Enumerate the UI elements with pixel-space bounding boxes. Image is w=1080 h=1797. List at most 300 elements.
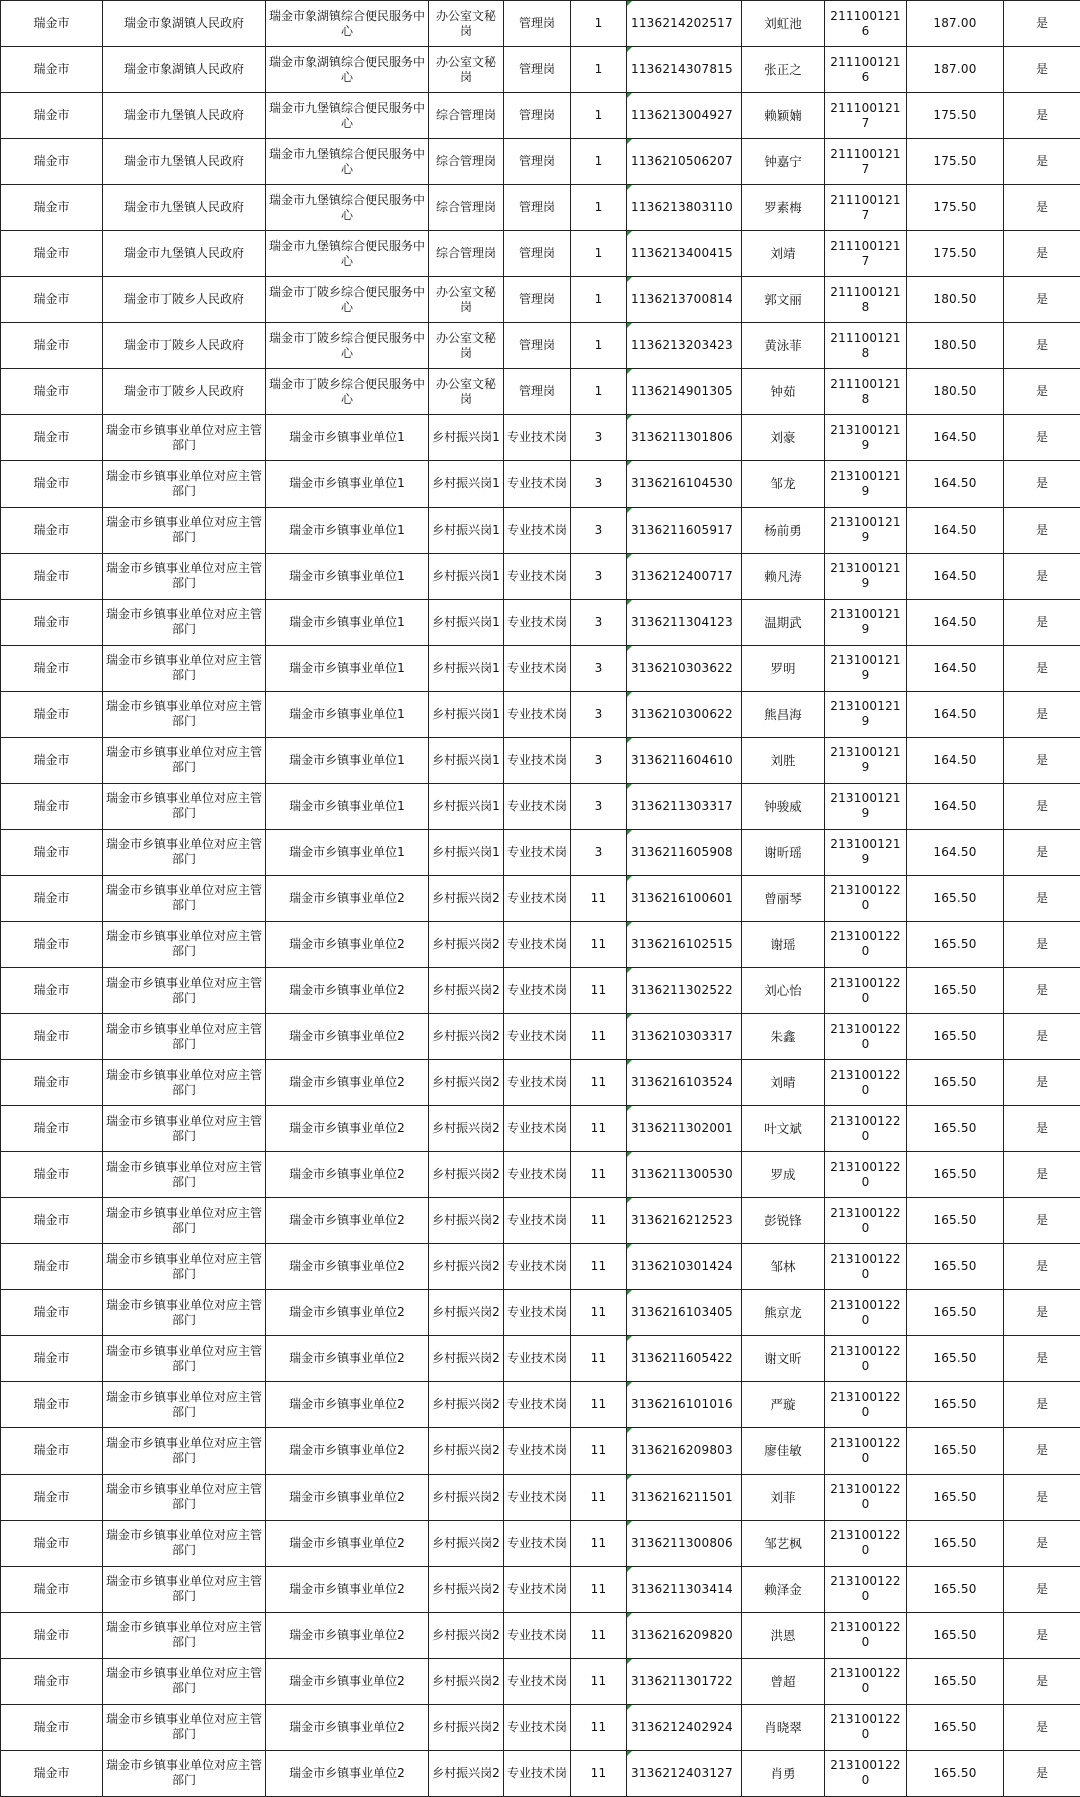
department-cell: 瑞金市乡镇事业单位对应主管部门 — [103, 1428, 266, 1474]
qualified-cell: 是 — [1004, 829, 1080, 875]
department-cell: 瑞金市乡镇事业单位对应主管部门 — [103, 1474, 266, 1520]
quota-cell: 1 — [571, 185, 627, 231]
quota-cell: 11 — [571, 1658, 627, 1704]
position-cell: 综合管理岗 — [429, 139, 504, 185]
qualified-cell: 是 — [1004, 875, 1080, 921]
ticket-number-cell: 1136214202517 — [627, 1, 742, 47]
position-code-cell: 2131001220 — [825, 1566, 907, 1612]
name-cell: 邹艺枫 — [742, 1520, 825, 1566]
position-code-cell: 2131001220 — [825, 1750, 907, 1796]
qualified-cell: 是 — [1004, 737, 1080, 783]
position-cell: 乡村振兴岗2 — [429, 1704, 504, 1750]
table-row — [1, 323, 1080, 369]
position-code-cell: 2131001220 — [825, 921, 907, 967]
city-cell: 瑞金市 — [1, 1704, 103, 1750]
qualified-cell: 是 — [1004, 1474, 1080, 1520]
position-code-cell: 2111001218 — [825, 323, 907, 369]
qualified-cell: 是 — [1004, 139, 1080, 185]
table-row — [1, 1106, 1080, 1152]
position-type-cell: 管理岗 — [504, 1, 571, 47]
quota-cell: 1 — [571, 47, 627, 93]
score-cell: 180.50 — [907, 277, 1004, 323]
ticket-number-cell: 3136216209820 — [627, 1612, 742, 1658]
ticket-number-cell: 3136211302522 — [627, 967, 742, 1013]
name-cell: 熊昌海 — [742, 691, 825, 737]
unit-cell: 瑞金市象湖镇综合便民服务中心 — [266, 47, 429, 93]
score-cell: 165.50 — [907, 1152, 1004, 1198]
city-cell: 瑞金市 — [1, 1244, 103, 1290]
position-cell: 乡村振兴岗2 — [429, 1658, 504, 1704]
department-cell: 瑞金市象湖镇人民政府 — [103, 47, 266, 93]
position-type-cell: 专业技术岗 — [504, 553, 571, 599]
table-row — [1, 277, 1080, 323]
position-type-cell: 专业技术岗 — [504, 507, 571, 553]
position-type-cell: 管理岗 — [504, 47, 571, 93]
score-cell: 165.50 — [907, 1014, 1004, 1060]
qualified-cell: 是 — [1004, 1014, 1080, 1060]
department-cell: 瑞金市乡镇事业单位对应主管部门 — [103, 1244, 266, 1290]
position-type-cell: 管理岗 — [504, 369, 571, 415]
qualified-cell: 是 — [1004, 1, 1080, 47]
score-cell: 180.50 — [907, 323, 1004, 369]
department-cell: 瑞金市乡镇事业单位对应主管部门 — [103, 1520, 266, 1566]
position-cell: 乡村振兴岗2 — [429, 921, 504, 967]
table-row — [1, 1658, 1080, 1704]
name-cell: 曾超 — [742, 1658, 825, 1704]
position-cell: 乡村振兴岗2 — [429, 1474, 504, 1520]
table-row — [1, 1382, 1080, 1428]
position-type-cell: 专业技术岗 — [504, 1612, 571, 1658]
position-cell: 乡村振兴岗2 — [429, 1612, 504, 1658]
ticket-number-cell: 3136216102515 — [627, 921, 742, 967]
unit-cell: 瑞金市九堡镇综合便民服务中心 — [266, 231, 429, 277]
score-cell: 187.00 — [907, 1, 1004, 47]
position-code-cell: 2131001220 — [825, 1612, 907, 1658]
unit-cell: 瑞金市乡镇事业单位1 — [266, 829, 429, 875]
position-type-cell: 管理岗 — [504, 185, 571, 231]
score-cell: 165.50 — [907, 967, 1004, 1013]
position-cell: 乡村振兴岗2 — [429, 967, 504, 1013]
city-cell: 瑞金市 — [1, 1152, 103, 1198]
unit-cell: 瑞金市乡镇事业单位1 — [266, 553, 429, 599]
table-row — [1, 921, 1080, 967]
table-row — [1, 1566, 1080, 1612]
city-cell: 瑞金市 — [1, 1612, 103, 1658]
ticket-number-cell: 1136214901305 — [627, 369, 742, 415]
department-cell: 瑞金市九堡镇人民政府 — [103, 231, 266, 277]
position-cell: 办公室文秘岗 — [429, 369, 504, 415]
city-cell: 瑞金市 — [1, 47, 103, 93]
city-cell: 瑞金市 — [1, 369, 103, 415]
department-cell: 瑞金市九堡镇人民政府 — [103, 185, 266, 231]
score-cell: 164.50 — [907, 829, 1004, 875]
score-cell: 175.50 — [907, 185, 1004, 231]
city-cell: 瑞金市 — [1, 1014, 103, 1060]
score-cell: 165.50 — [907, 1198, 1004, 1244]
unit-cell: 瑞金市乡镇事业单位2 — [266, 1244, 429, 1290]
name-cell: 严璇 — [742, 1382, 825, 1428]
qualified-cell: 是 — [1004, 921, 1080, 967]
unit-cell: 瑞金市乡镇事业单位1 — [266, 415, 429, 461]
quota-cell: 11 — [571, 1566, 627, 1612]
score-cell: 164.50 — [907, 507, 1004, 553]
city-cell: 瑞金市 — [1, 1750, 103, 1796]
department-cell: 瑞金市乡镇事业单位对应主管部门 — [103, 875, 266, 921]
position-cell: 乡村振兴岗1 — [429, 737, 504, 783]
score-cell: 164.50 — [907, 645, 1004, 691]
unit-cell: 瑞金市乡镇事业单位1 — [266, 645, 429, 691]
unit-cell: 瑞金市乡镇事业单位2 — [266, 1060, 429, 1106]
score-cell: 164.50 — [907, 553, 1004, 599]
position-cell: 乡村振兴岗1 — [429, 645, 504, 691]
department-cell: 瑞金市乡镇事业单位对应主管部门 — [103, 1612, 266, 1658]
department-cell: 瑞金市乡镇事业单位对应主管部门 — [103, 967, 266, 1013]
position-type-cell: 专业技术岗 — [504, 1336, 571, 1382]
qualified-cell: 是 — [1004, 1152, 1080, 1198]
city-cell: 瑞金市 — [1, 875, 103, 921]
score-cell: 175.50 — [907, 231, 1004, 277]
qualified-cell: 是 — [1004, 553, 1080, 599]
ticket-number-cell: 1136214307815 — [627, 47, 742, 93]
table-row — [1, 829, 1080, 875]
table-row — [1, 967, 1080, 1013]
score-cell: 164.50 — [907, 599, 1004, 645]
qualified-cell: 是 — [1004, 1106, 1080, 1152]
name-cell: 谢文昕 — [742, 1336, 825, 1382]
quota-cell: 11 — [571, 1014, 627, 1060]
unit-cell: 瑞金市象湖镇综合便民服务中心 — [266, 1, 429, 47]
quota-cell: 11 — [571, 1290, 627, 1336]
unit-cell: 瑞金市丁陂乡综合便民服务中心 — [266, 323, 429, 369]
position-code-cell: 2131001220 — [825, 875, 907, 921]
name-cell: 刘晴 — [742, 1060, 825, 1106]
qualified-cell: 是 — [1004, 185, 1080, 231]
position-cell: 综合管理岗 — [429, 231, 504, 277]
position-code-cell: 2131001219 — [825, 507, 907, 553]
table-row — [1, 1336, 1080, 1382]
score-cell: 165.50 — [907, 1750, 1004, 1796]
score-cell: 165.50 — [907, 1060, 1004, 1106]
department-cell: 瑞金市乡镇事业单位对应主管部门 — [103, 645, 266, 691]
position-cell: 乡村振兴岗2 — [429, 1014, 504, 1060]
quota-cell: 11 — [571, 875, 627, 921]
department-cell: 瑞金市乡镇事业单位对应主管部门 — [103, 415, 266, 461]
department-cell: 瑞金市乡镇事业单位对应主管部门 — [103, 921, 266, 967]
position-cell: 乡村振兴岗2 — [429, 1750, 504, 1796]
name-cell: 刘心怡 — [742, 967, 825, 1013]
score-cell: 165.50 — [907, 1474, 1004, 1520]
position-cell: 办公室文秘岗 — [429, 323, 504, 369]
unit-cell: 瑞金市乡镇事业单位2 — [266, 1566, 429, 1612]
position-type-cell: 专业技术岗 — [504, 1198, 571, 1244]
table-row — [1, 1014, 1080, 1060]
score-cell: 164.50 — [907, 415, 1004, 461]
quota-cell: 1 — [571, 369, 627, 415]
name-cell: 彭锐锋 — [742, 1198, 825, 1244]
name-cell: 刘豪 — [742, 415, 825, 461]
score-cell: 165.50 — [907, 1704, 1004, 1750]
quota-cell: 3 — [571, 645, 627, 691]
quota-cell: 1 — [571, 1, 627, 47]
department-cell: 瑞金市乡镇事业单位对应主管部门 — [103, 783, 266, 829]
department-cell: 瑞金市乡镇事业单位对应主管部门 — [103, 1566, 266, 1612]
quota-cell: 11 — [571, 1152, 627, 1198]
position-cell: 乡村振兴岗2 — [429, 1198, 504, 1244]
position-type-cell: 专业技术岗 — [504, 1060, 571, 1106]
city-cell: 瑞金市 — [1, 323, 103, 369]
unit-cell: 瑞金市乡镇事业单位2 — [266, 1428, 429, 1474]
department-cell: 瑞金市乡镇事业单位对应主管部门 — [103, 1014, 266, 1060]
table-row — [1, 461, 1080, 507]
ticket-number-cell: 3136211303317 — [627, 783, 742, 829]
table-row — [1, 231, 1080, 277]
position-type-cell: 专业技术岗 — [504, 645, 571, 691]
quota-cell: 3 — [571, 829, 627, 875]
city-cell: 瑞金市 — [1, 1106, 103, 1152]
score-cell: 165.50 — [907, 1520, 1004, 1566]
qualified-cell: 是 — [1004, 277, 1080, 323]
ticket-number-cell: 1136213803110 — [627, 185, 742, 231]
score-cell: 165.50 — [907, 1612, 1004, 1658]
ticket-number-cell: 3136212400717 — [627, 553, 742, 599]
position-code-cell: 2111001218 — [825, 277, 907, 323]
department-cell: 瑞金市乡镇事业单位对应主管部门 — [103, 1106, 266, 1152]
ticket-number-cell: 3136211300530 — [627, 1152, 742, 1198]
name-cell: 张正之 — [742, 47, 825, 93]
position-type-cell: 专业技术岗 — [504, 1658, 571, 1704]
department-cell: 瑞金市乡镇事业单位对应主管部门 — [103, 1704, 266, 1750]
position-code-cell: 2131001220 — [825, 1428, 907, 1474]
score-cell: 165.50 — [907, 1658, 1004, 1704]
ticket-number-cell: 3136216100601 — [627, 875, 742, 921]
position-code-cell: 2131001220 — [825, 967, 907, 1013]
table-row — [1, 691, 1080, 737]
name-cell: 曾丽琴 — [742, 875, 825, 921]
unit-cell: 瑞金市乡镇事业单位2 — [266, 1658, 429, 1704]
name-cell: 罗明 — [742, 645, 825, 691]
quota-cell: 11 — [571, 1428, 627, 1474]
position-code-cell: 2131001220 — [825, 1152, 907, 1198]
position-code-cell: 2131001219 — [825, 645, 907, 691]
name-cell: 赖凡涛 — [742, 553, 825, 599]
position-cell: 乡村振兴岗1 — [429, 507, 504, 553]
position-cell: 乡村振兴岗2 — [429, 1244, 504, 1290]
quota-cell: 11 — [571, 1704, 627, 1750]
position-cell: 乡村振兴岗1 — [429, 461, 504, 507]
quota-cell: 1 — [571, 139, 627, 185]
unit-cell: 瑞金市乡镇事业单位2 — [266, 875, 429, 921]
position-code-cell: 2131001219 — [825, 415, 907, 461]
position-code-cell: 2131001219 — [825, 737, 907, 783]
table-row — [1, 47, 1080, 93]
qualified-cell: 是 — [1004, 47, 1080, 93]
position-type-cell: 专业技术岗 — [504, 691, 571, 737]
ticket-number-cell: 1136210506207 — [627, 139, 742, 185]
quota-cell: 11 — [571, 1520, 627, 1566]
qualified-cell: 是 — [1004, 507, 1080, 553]
department-cell: 瑞金市乡镇事业单位对应主管部门 — [103, 829, 266, 875]
department-cell: 瑞金市乡镇事业单位对应主管部门 — [103, 461, 266, 507]
quota-cell: 11 — [571, 967, 627, 1013]
unit-cell: 瑞金市乡镇事业单位1 — [266, 507, 429, 553]
quota-cell: 3 — [571, 553, 627, 599]
qualified-cell: 是 — [1004, 1658, 1080, 1704]
ticket-number-cell: 3136211302001 — [627, 1106, 742, 1152]
position-cell: 办公室文秘岗 — [429, 1, 504, 47]
department-cell: 瑞金市乡镇事业单位对应主管部门 — [103, 599, 266, 645]
unit-cell: 瑞金市乡镇事业单位2 — [266, 1612, 429, 1658]
quota-cell: 3 — [571, 783, 627, 829]
unit-cell: 瑞金市乡镇事业单位2 — [266, 1382, 429, 1428]
score-cell: 165.50 — [907, 1244, 1004, 1290]
position-type-cell: 管理岗 — [504, 323, 571, 369]
position-type-cell: 管理岗 — [504, 231, 571, 277]
table-row — [1, 1060, 1080, 1106]
name-cell: 钟骏威 — [742, 783, 825, 829]
city-cell: 瑞金市 — [1, 139, 103, 185]
position-type-cell: 专业技术岗 — [504, 737, 571, 783]
position-type-cell: 专业技术岗 — [504, 875, 571, 921]
table-row — [1, 139, 1080, 185]
ticket-number-cell: 3136211301806 — [627, 415, 742, 461]
qualified-cell: 是 — [1004, 1750, 1080, 1796]
city-cell: 瑞金市 — [1, 1474, 103, 1520]
ticket-number-cell: 1136213203423 — [627, 323, 742, 369]
department-cell: 瑞金市乡镇事业单位对应主管部门 — [103, 1290, 266, 1336]
city-cell: 瑞金市 — [1, 1, 103, 47]
position-code-cell: 2131001219 — [825, 461, 907, 507]
position-type-cell: 管理岗 — [504, 277, 571, 323]
ticket-number-cell: 3136216211501 — [627, 1474, 742, 1520]
unit-cell: 瑞金市乡镇事业单位2 — [266, 921, 429, 967]
table-row — [1, 1750, 1080, 1796]
quota-cell: 1 — [571, 231, 627, 277]
ticket-number-cell: 3136211304123 — [627, 599, 742, 645]
unit-cell: 瑞金市乡镇事业单位1 — [266, 691, 429, 737]
table-row — [1, 1290, 1080, 1336]
unit-cell: 瑞金市乡镇事业单位1 — [266, 783, 429, 829]
unit-cell: 瑞金市乡镇事业单位2 — [266, 1152, 429, 1198]
position-type-cell: 专业技术岗 — [504, 1382, 571, 1428]
position-type-cell: 专业技术岗 — [504, 1428, 571, 1474]
ticket-number-cell: 1136213400415 — [627, 231, 742, 277]
unit-cell: 瑞金市乡镇事业单位1 — [266, 461, 429, 507]
position-cell: 乡村振兴岗1 — [429, 829, 504, 875]
qualified-cell: 是 — [1004, 691, 1080, 737]
city-cell: 瑞金市 — [1, 691, 103, 737]
qualified-cell: 是 — [1004, 783, 1080, 829]
table-row — [1, 553, 1080, 599]
name-cell: 朱鑫 — [742, 1014, 825, 1060]
position-type-cell: 专业技术岗 — [504, 967, 571, 1013]
city-cell: 瑞金市 — [1, 231, 103, 277]
city-cell: 瑞金市 — [1, 415, 103, 461]
position-code-cell: 2131001219 — [825, 553, 907, 599]
city-cell: 瑞金市 — [1, 1428, 103, 1474]
ticket-number-cell: 3136210300622 — [627, 691, 742, 737]
position-code-cell: 2131001220 — [825, 1474, 907, 1520]
position-type-cell: 专业技术岗 — [504, 1566, 571, 1612]
name-cell: 廖佳敏 — [742, 1428, 825, 1474]
score-cell: 164.50 — [907, 691, 1004, 737]
name-cell: 肖勇 — [742, 1750, 825, 1796]
ticket-number-cell: 3136210303622 — [627, 645, 742, 691]
position-cell: 乡村振兴岗2 — [429, 1152, 504, 1198]
table-row — [1, 737, 1080, 783]
name-cell: 邹龙 — [742, 461, 825, 507]
city-cell: 瑞金市 — [1, 599, 103, 645]
position-type-cell: 专业技术岗 — [504, 1152, 571, 1198]
position-type-cell: 专业技术岗 — [504, 599, 571, 645]
quota-cell: 11 — [571, 1382, 627, 1428]
name-cell: 罗成 — [742, 1152, 825, 1198]
name-cell: 钟嘉宁 — [742, 139, 825, 185]
score-cell: 180.50 — [907, 369, 1004, 415]
department-cell: 瑞金市乡镇事业单位对应主管部门 — [103, 1750, 266, 1796]
name-cell: 刘菲 — [742, 1474, 825, 1520]
department-cell: 瑞金市乡镇事业单位对应主管部门 — [103, 1152, 266, 1198]
position-code-cell: 2131001220 — [825, 1014, 907, 1060]
table-row — [1, 599, 1080, 645]
table-row — [1, 645, 1080, 691]
position-code-cell: 2111001216 — [825, 47, 907, 93]
unit-cell: 瑞金市乡镇事业单位2 — [266, 1198, 429, 1244]
position-cell: 乡村振兴岗2 — [429, 1428, 504, 1474]
table-row — [1, 783, 1080, 829]
ticket-number-cell: 3136210301424 — [627, 1244, 742, 1290]
quota-cell: 11 — [571, 1198, 627, 1244]
position-type-cell: 专业技术岗 — [504, 1704, 571, 1750]
city-cell: 瑞金市 — [1, 645, 103, 691]
position-code-cell: 2131001220 — [825, 1704, 907, 1750]
ticket-number-cell: 3136210303317 — [627, 1014, 742, 1060]
position-cell: 办公室文秘岗 — [429, 277, 504, 323]
position-code-cell: 2131001220 — [825, 1336, 907, 1382]
position-type-cell: 专业技术岗 — [504, 1474, 571, 1520]
name-cell: 叶文斌 — [742, 1106, 825, 1152]
city-cell: 瑞金市 — [1, 1382, 103, 1428]
qualified-cell: 是 — [1004, 369, 1080, 415]
position-code-cell: 2131001219 — [825, 829, 907, 875]
table-row — [1, 93, 1080, 139]
score-cell: 175.50 — [907, 93, 1004, 139]
department-cell: 瑞金市乡镇事业单位对应主管部门 — [103, 553, 266, 599]
ticket-number-cell: 3136211604610 — [627, 737, 742, 783]
city-cell: 瑞金市 — [1, 1566, 103, 1612]
position-type-cell: 专业技术岗 — [504, 1290, 571, 1336]
city-cell: 瑞金市 — [1, 93, 103, 139]
table-row — [1, 507, 1080, 553]
score-cell: 164.50 — [907, 783, 1004, 829]
department-cell: 瑞金市丁陂乡人民政府 — [103, 277, 266, 323]
position-cell: 综合管理岗 — [429, 185, 504, 231]
quota-cell: 3 — [571, 737, 627, 783]
position-code-cell: 2131001220 — [825, 1290, 907, 1336]
table-row — [1, 1520, 1080, 1566]
ticket-number-cell: 1136213700814 — [627, 277, 742, 323]
position-type-cell: 管理岗 — [504, 93, 571, 139]
qualified-cell: 是 — [1004, 1382, 1080, 1428]
position-cell: 乡村振兴岗2 — [429, 1382, 504, 1428]
position-type-cell: 管理岗 — [504, 139, 571, 185]
quota-cell: 11 — [571, 1060, 627, 1106]
department-cell: 瑞金市乡镇事业单位对应主管部门 — [103, 737, 266, 783]
ticket-number-cell: 3136211605917 — [627, 507, 742, 553]
ticket-number-cell: 3136216212523 — [627, 1198, 742, 1244]
qualified-cell: 是 — [1004, 323, 1080, 369]
unit-cell: 瑞金市乡镇事业单位2 — [266, 1750, 429, 1796]
city-cell: 瑞金市 — [1, 1658, 103, 1704]
